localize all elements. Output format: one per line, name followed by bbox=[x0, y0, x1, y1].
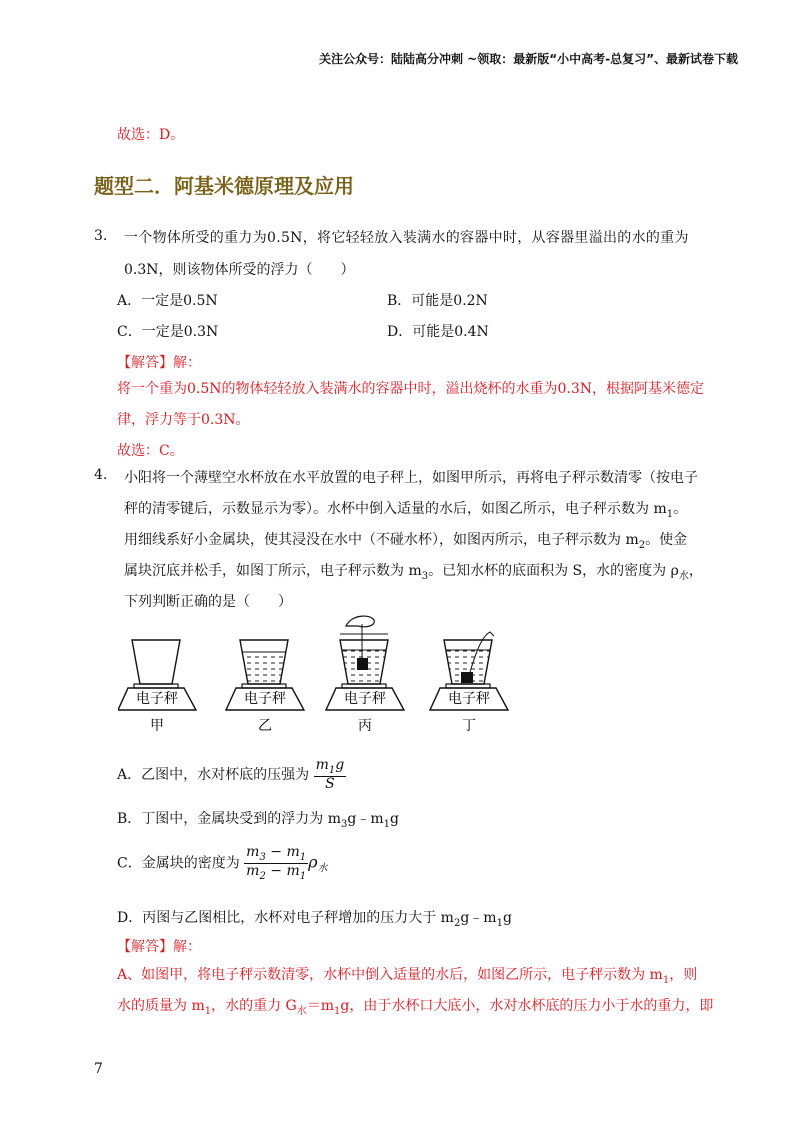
q4-stem-line4-end: ， bbox=[688, 563, 703, 579]
scale-label-yi: 电子秤 bbox=[244, 691, 286, 707]
q4-c-den-s2: 1 bbox=[299, 870, 307, 882]
scale-label-ding: 电子秤 bbox=[448, 691, 490, 707]
q4-a-num-g: g bbox=[335, 757, 345, 773]
q4-option-b bbox=[117, 808, 399, 830]
figure-label-bing: 丙 bbox=[358, 718, 372, 734]
q4-water-sub: 水 bbox=[678, 570, 689, 582]
figure-label-ding: 丁 bbox=[462, 718, 476, 734]
q4-stem-line5: 下列判断正确的是（ ） bbox=[124, 594, 292, 610]
q3-option-a: A．一定是0.5N bbox=[117, 293, 218, 309]
q3-option-d: D．可能是0.4N bbox=[387, 324, 489, 340]
q4-b-sub1: 3 bbox=[341, 818, 348, 830]
q3-option-c: C．一定是0.3N bbox=[117, 324, 219, 340]
q3-stem-line1: 一个物体所受的重力为0.5N，将它轻轻放入装满水的容器中时，从容器里溢出的水的重为 bbox=[124, 230, 689, 246]
figure-ding bbox=[430, 632, 508, 734]
q4-stem-line4-text: 属块沉底并松手，如图丁所示，电子秤示数为 m bbox=[124, 563, 422, 579]
q4-d-sub1: 2 bbox=[453, 917, 461, 929]
q4-option-c-numerator bbox=[244, 845, 308, 864]
q4-figure bbox=[118, 612, 518, 747]
q4-option-c-rho-sub: 水 bbox=[317, 863, 328, 875]
q4-c-num-s2: 1 bbox=[299, 851, 307, 863]
q4-d-mid: g﹣m bbox=[460, 910, 497, 926]
q3-stem-line2: 0.3N，则该物体所受的浮力（ ） bbox=[124, 262, 355, 278]
q4-c-den-m2: m bbox=[246, 862, 260, 879]
q4-b-mid: g﹣m bbox=[347, 811, 384, 827]
q4-option-c-denominator bbox=[244, 864, 308, 882]
q4-stem-line4-tail: 。已知水杯的底面积为 S，水的密度为 ρ bbox=[428, 563, 679, 579]
q4-option-a-fraction bbox=[314, 758, 347, 792]
q4-answer-line1-text: A、如图甲，将电子秤示数清零，水杯中倒入适量的水后，如图乙所示，电子秤示数为 m bbox=[117, 967, 663, 983]
q4-d-sub2: 1 bbox=[496, 917, 503, 929]
q4-b-sub2: 1 bbox=[383, 818, 391, 830]
q4-c-num-mid: − m bbox=[265, 844, 300, 860]
q4-option-d bbox=[117, 907, 512, 929]
q3-option-b: B．可能是0.2N bbox=[387, 293, 488, 309]
figure-jia bbox=[118, 640, 196, 734]
scale-label-jia: 电子秤 bbox=[136, 691, 178, 707]
figure-bing bbox=[326, 616, 404, 734]
q4-stem-line1: 小阳将一个薄壁空水杯放在水平放置的电子秤上，如图甲所示，再将电子秤示数清零（按电子 bbox=[124, 470, 698, 486]
figure-label-jia: 甲 bbox=[150, 718, 164, 734]
q4-answer-line2-sub-water: 水 bbox=[296, 1005, 307, 1017]
q4-sub-2: 2 bbox=[638, 539, 646, 551]
q4-a-num-m: m bbox=[315, 757, 329, 773]
q4-c-num-s1: 3 bbox=[259, 851, 266, 863]
q4-answer-tag: 【解答】解： bbox=[117, 939, 201, 955]
previous-answer-choice: 故选：D。 bbox=[117, 127, 185, 143]
page-number: 7 bbox=[94, 1061, 103, 1077]
q4-d-end: g bbox=[502, 910, 512, 926]
q4-option-a bbox=[117, 758, 346, 792]
q4-option-c-fraction bbox=[244, 845, 308, 882]
q3-answer-choice: 故选：C。 bbox=[117, 443, 184, 459]
q4-c-den-s1: 2 bbox=[259, 870, 266, 882]
figure-yi bbox=[226, 640, 304, 734]
q4-sub-3: 3 bbox=[421, 570, 429, 582]
q4-answer-line2-b: ，水的重力 G bbox=[211, 998, 297, 1014]
page-header: 关注公众号：陆陆高分冲刺 ~领取：最新版“小中高考-总复习”、最新试卷下载 bbox=[319, 52, 738, 66]
q4-stem-line2 bbox=[124, 498, 687, 520]
q4-answer-line2-sub1: 1 bbox=[204, 1005, 212, 1017]
q4-sub-1: 1 bbox=[666, 508, 674, 520]
q4-c-num-m3: m bbox=[246, 844, 260, 860]
q4-option-d-text: D．丙图与乙图相比，水杯对电子秤增加的压力大于 m bbox=[117, 910, 454, 926]
q4-stem-line2-tail: 。 bbox=[673, 501, 688, 517]
q4-option-c-text: C．金属块的密度为 bbox=[117, 855, 240, 872]
q3-answer-line1: 将一个重为0.5N的物体轻轻放入装满水的容器中时，溢出烧杯的水重为0.3N，根据阿基米德定 bbox=[117, 381, 705, 397]
q4-b-end: g bbox=[390, 811, 399, 827]
q4-a-num-sub: 1 bbox=[328, 764, 336, 776]
figure-label-yi: 乙 bbox=[258, 718, 272, 734]
scale-label-bing: 电子秤 bbox=[344, 691, 386, 707]
q3-answer-tag: 【解答】解： bbox=[117, 355, 201, 371]
q4-answer-line1 bbox=[117, 964, 697, 986]
q4-number: 4. bbox=[94, 467, 108, 483]
q4-stem-line3-tail: 。使金 bbox=[645, 532, 688, 548]
q4-answer-line1-sub: 1 bbox=[662, 974, 670, 986]
q4-stem-line3 bbox=[124, 529, 687, 551]
q4-option-a-denominator: S bbox=[325, 775, 335, 792]
q4-option-a-text: A．乙图中，水对杯底的压强为 bbox=[117, 767, 310, 784]
q4-answer-line1-end: ，则 bbox=[669, 967, 698, 983]
q4-answer-line2-d: g，由于水杯口大底小，水对水杯底的压力小于水的重力，即 bbox=[340, 998, 714, 1014]
section-title: 题型二．阿基米德原理及应用 bbox=[94, 174, 354, 198]
q4-stem-line3-text: 用细线系好小金属块，使其浸没在水中（不碰水杯），如图丙所示，电子秤示数为 m bbox=[124, 532, 639, 548]
q4-option-b-text: B．丁图中，金属块受到的浮力为 m bbox=[117, 811, 342, 827]
q4-answer-line2-sub2: 1 bbox=[334, 1005, 341, 1017]
q4-c-den-mid: − m bbox=[265, 862, 300, 879]
q3-answer-line2: 律，浮力等于0.3N。 bbox=[117, 412, 250, 428]
q4-stem-line4 bbox=[124, 560, 703, 582]
q4-answer-line2-c: ＝m bbox=[306, 998, 335, 1014]
q4-stem-line2-text: 秤的清零键后，示数显示为零）。水杯中倒入适量的水后，如图乙所示，电子秤示数为 m bbox=[124, 501, 667, 517]
q4-option-c-rho: ρ bbox=[308, 852, 318, 872]
q4-answer-line2-a: 水的质量为 m bbox=[117, 998, 205, 1014]
q3-number: 3. bbox=[94, 228, 108, 244]
q4-option-c bbox=[117, 845, 328, 882]
q4-option-a-numerator bbox=[314, 758, 347, 777]
q4-answer-line2 bbox=[117, 995, 713, 1017]
